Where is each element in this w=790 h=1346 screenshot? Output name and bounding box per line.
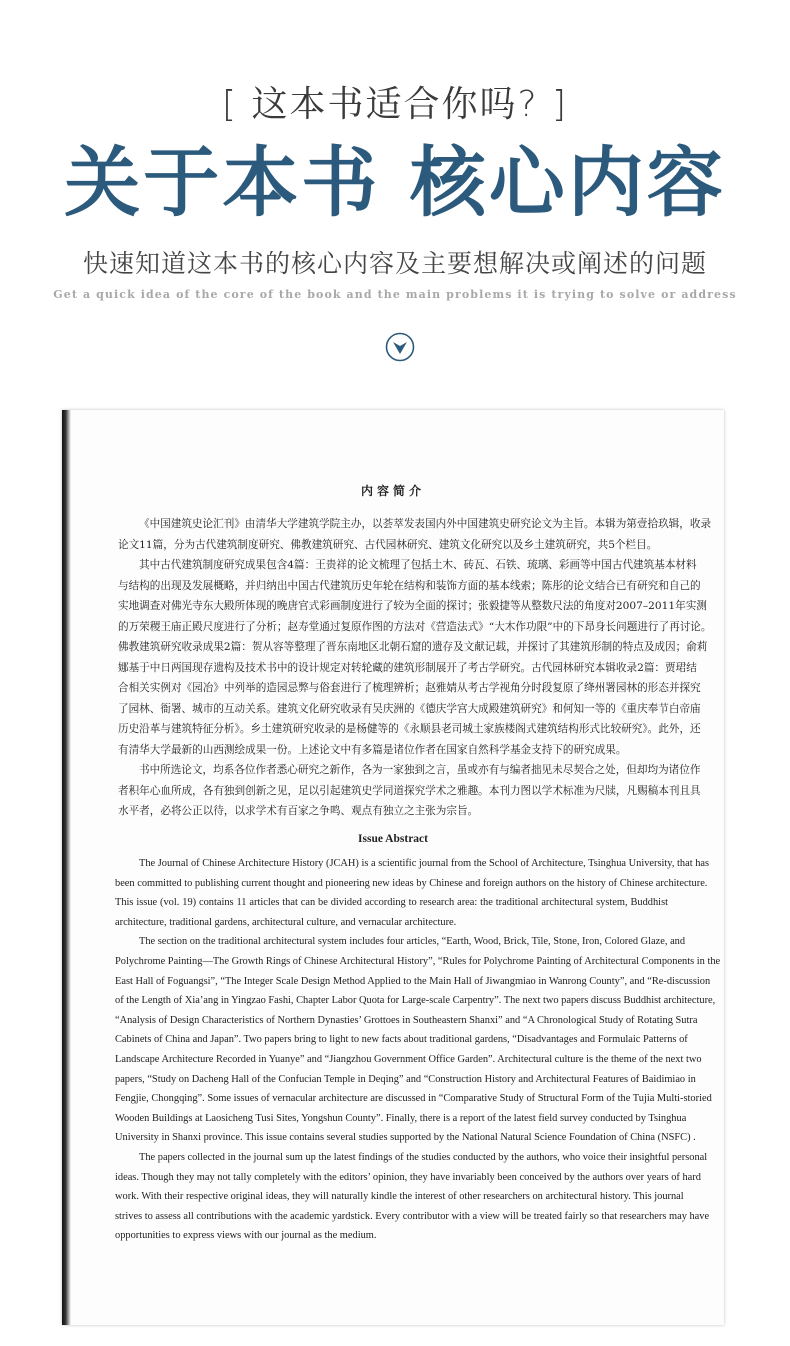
text-line: 书中所选论文，均系各位作者悉心研究之新作，各为一家独到之言，虽或亦有与编者拙见未尽契合之处，但却均为诸位作 — [139, 764, 701, 776]
chevron-down-circle-icon — [385, 332, 415, 362]
text-line: 其中古代建筑制度研究成果包含4篇：王贵祥的论文梳理了包括土木、砖瓦、石铁、琉璃、彩画等中国古代建筑基本材料 — [139, 559, 697, 571]
text-line: 实地调查对佛光寺东大殿所体现的晚唐官式彩画制度进行了较为全面的探讨；张毅捷等从整数尺法的角度对2007–2011年实测 — [118, 600, 707, 612]
text-line: ideas. Though they may not tally completely with the editors’ opinion, they have invariably been conceived by the authors over years of hard — [115, 1171, 701, 1183]
text-line: 论文11篇，分为古代建筑制度研究、佛教建筑研究、古代园林研究、建筑文化研究以及乡土建筑研究，共5个栏目。 — [118, 538, 658, 551]
text-line: University in Shanxi province. This issue contains several studies supported by the National Natural Science Foundation of China (NSFC) . — [115, 1132, 696, 1144]
text-line: “Analysis of Design Characteristics of Northern Dynasties’ Grottoes in Southeastern Shanxi” and “A Chronological Study of Rotating Sutra — [115, 1014, 698, 1026]
text-line: Landscape Architecture Recorded in Yuanye” and “Jiangzhou Government Office Garden”. Architectural culture is the theme of the next two — [115, 1054, 702, 1065]
text-line: The section on the traditional architectural system includes four articles, “Earth, Wood, Brick, Tile, Stone, Iron, Colored Glaze, and — [139, 936, 686, 948]
text-line: This issue (vol. 19) contains 11 articles that can be divided according to research area: the traditional architectural system, Buddhist — [115, 897, 668, 909]
text-line: 娜基于中日两国现存遗构及技术书中的设计规定对转轮藏的建筑形制展开了考古学研究。古代园林研究本辑收录2篇：贾珺结 — [118, 661, 697, 674]
text-line: 了园林、衙署、城市的互动关系。建筑文化研究收录有吴庆洲的《德庆学宫大成殿建筑研究》和何知一等的《重庆奉节白帝庙 — [118, 702, 701, 715]
page-edge-shadow — [62, 410, 71, 1325]
text-line: Fengjie, Chongqing”. Some issues of vernacular architecture are discussed in “Comparative Study of Structural Form of the Tujia Multi-storied — [115, 1093, 712, 1105]
english-abstract-heading: Issue Abstract — [358, 833, 428, 845]
chinese-abstract-heading: 内容简介 — [360, 484, 425, 498]
text-line: of the Length of Xia’ang in Yingzao Fashi, Chapter Labor Quota for Large-scale Carpentry”. The next two papers discuss Buddhist architecture, — [115, 995, 716, 1007]
subtitle: 快速知道这本书的核心内容及主要想解决或阐述的问题 — [82, 249, 707, 278]
text-line: opportunities to express views with our journal as the medium. — [115, 1230, 377, 1242]
page-title: 关于本书 核心内容 — [64, 138, 726, 227]
text-line: work. With their respective original ideas, they will naturally kindle the interest of other researchers on architectural history. This journal — [115, 1191, 684, 1203]
text-line: strives to assess all contributions with the academic yardstick. Every contributor with a view will be treated fairly so that researchers may have — [115, 1210, 710, 1222]
text-line: Polychrome Painting—The Growth Rings of Chinese Architectural History”, “Rules for Polychrome Painting of Architectural Components in the — [115, 956, 721, 967]
text-line: 与结构的出现及发展概略，并归纳出中国古代建筑历史年轮在结构和装饰方面的基本线索；陈彤的论文结合已有研究和自己的 — [118, 579, 701, 592]
question-heading: [ 这本书适合你吗? ] — [221, 84, 569, 125]
text-line: 合相关实例对《园冶》中列举的造园忌弊与俗套进行了梳理辨析；赵雅婧从考古学视角分时段复原了绛州署园林的形态并探究 — [118, 682, 701, 694]
text-line: architecture, traditional gardens, architectural culture, and vernacular architecture. — [115, 916, 457, 928]
text-line: papers, “Study on Dacheng Hall of the Confucian Temple in Deqing” and “Construction History and Architectural Features of Baidimiao in — [115, 1073, 696, 1085]
subtitle-english: Get a quick idea of the core of the book and the main problems it is trying to solve or address — [53, 288, 737, 301]
text-line: 的万荣稷王庙正殿尺度进行了分析；赵寿堂通过复原作图的方法对《营造法式》“大木作功限”中的下昂身长问题进行了再讨论。 — [118, 620, 712, 633]
text-line: been committed to publishing current thought and pioneering new ideas by Chinese and foreign authors on the history of Chinese architecture. — [115, 877, 708, 889]
text-line: The Journal of Chinese Architecture History (JCAH) is a scientific journal from the School of Architecture, Tsinghua University, that has — [139, 858, 710, 869]
text-line: Wooden Buildings at Laosicheng Tusi Sites, Yongshun County”. Finally, there is a report of the latest field survey conducted by Tsinghua — [115, 1112, 687, 1124]
text-line: Cabinets of China and Japan”. Two papers bring to light to new facts about traditional gardens, “Disadvantages and Formulaic Patterns of — [115, 1034, 688, 1046]
text-line: East Hall of Foguangsi”, “The Integer Scale Design Method Applied to the Main Hall of Jiwangmiao in Wanrong County”, and “Re-discussion — [115, 975, 711, 987]
text-line: The papers collected in the journal sum up the latest findings of the studies conducted by the authors, who voice their insightful personal — [139, 1152, 708, 1163]
text-line: 有清华大学最新的山西测绘成果一份。上述论文中有多篇是诸位作者在国家自然科学基金支持下的研究成果。 — [118, 743, 627, 756]
text-line: 者积年心血所成，各有独到创新之见，足以引起建筑史学同道探究学术之雅趣。本刊力图以学术标准为尺牍，凡赐稿本刊且具 — [118, 784, 701, 797]
text-line: 水平者，必将公正以待，以求学术有百家之争鸣、观点有独立之主张为宗旨。 — [118, 805, 479, 817]
text-line: 历史沿革与建筑特征分析》。乡土建筑研究收录的是杨健等的《永顺县老司城土家族楼阁式建筑结构形式比较研究》。此外，还 — [118, 723, 701, 735]
text-line: 《中国建筑史论汇刊》由清华大学建筑学院主办，以荟萃发表国内外中国建筑史研究论文为主旨。本辑为第壹拾玖辑，收录 — [139, 518, 712, 530]
text-line: 佛教建筑研究收录成果2篇：贺从容等整理了晋东南地区北朝石窟的遗存及文献记载，并探讨了其建筑形制的特点及成因；俞莉 — [118, 641, 708, 653]
